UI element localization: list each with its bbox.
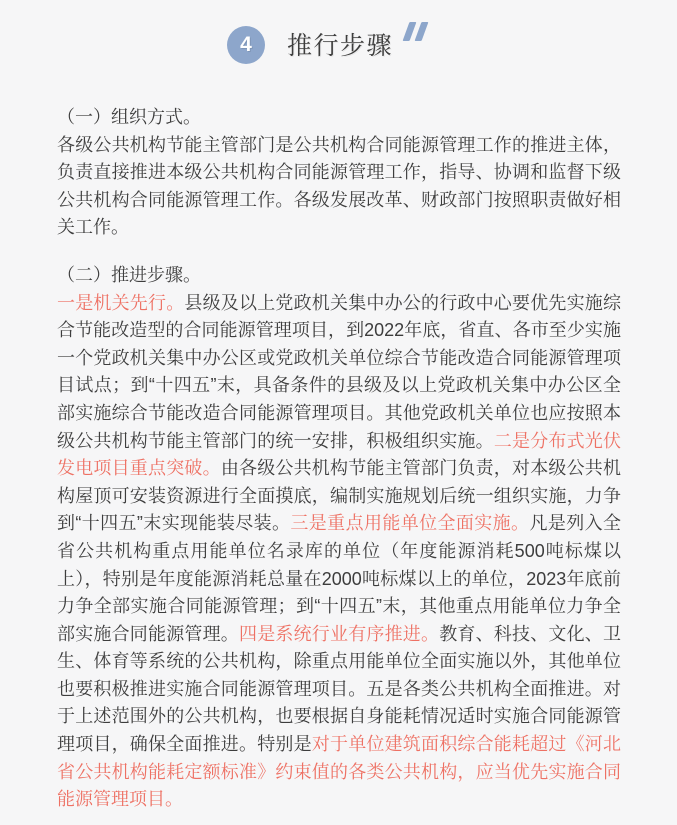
quote-bar	[415, 22, 429, 41]
text-run: 由各级公共机构节能主管部门负责，对本级公共机构屋顶可安装资源进行全面摸底，编制实施规划后统一组织实施，力争到“十四五”末实现能装尽装。	[57, 458, 622, 534]
highlighted-text-run: 三是重点用能单位全面实施。	[290, 513, 530, 534]
highlighted-text-run: 一是机关先行。	[57, 292, 185, 313]
section-number-badge	[227, 26, 265, 64]
article-section	[57, 104, 621, 242]
text-run: 县级及以上党政机关集中办公的行政中心要优先实施综合节能改造型的合同能源管理项目，到2022年底，省直、各市至少实施一个党政机关集中办公区或党政机关单位综合节能改造合同能源管理项目试点；到“十四五”末，具备条件的县级及以上党政机关集中办公区全部实施综合节能改造合同能源管理项目。其他党政机关单位也应按照本级公共机构节能主管部门的统一安排，积极组织实施。	[57, 292, 622, 451]
text-run: 教育、科技、文化、卫生、体育等系统的公共机构，除重点用能单位全面实施以外，其他单位也要积极推进实施合同能源管理项目。五是各类公共机构全面推进。对于上述范围外的公共机构，也要根据自身能耗情况适时实施合同能源管理项目，确保全面推进。特别是	[57, 623, 622, 755]
highlighted-text-run: 四是系统行业有序推进。	[239, 623, 440, 644]
text-run: 各级公共机构节能主管部门是公共机构合同能源管理工作的推进主体，负责直接推进本级公共机构合同能源管理工作，指导、协调和监督下级公共机构合同能源管理工作。各级发展改革、财政部门按照职责做好相关工作。	[57, 134, 621, 238]
highlighted-text-run: 对于单位建筑面积综合能耗超过《河北省公共机构能耗定额标准》约束值的各类公共机构，应当优先实施合同能源管理项目。	[57, 734, 622, 810]
section-header	[0, 0, 677, 66]
page-title: 推行步骤	[287, 32, 394, 60]
section-paragraph	[57, 132, 621, 242]
article-body	[57, 104, 621, 814]
section-number: 4	[240, 33, 252, 56]
section-heading: （二）推进步骤。	[57, 264, 201, 285]
quote-icon	[406, 22, 425, 41]
article-section	[57, 262, 621, 814]
section-heading: （一）组织方式。	[57, 107, 201, 127]
section-paragraph	[57, 290, 621, 814]
highlighted-text-run: 二是分布式光伏发电项目重点突破。	[57, 430, 622, 479]
text-run: 凡是列入全省公共机构重点用能单位名录库的单位（年度能源消耗500吨标煤以上），特别是年度能源消耗总量在2000吨标煤以上的单位，2023年底前力争全部实施合同能源管理；到“十四五”末，其他重点用能单位力争全部实施合同能源管理。	[57, 513, 621, 644]
